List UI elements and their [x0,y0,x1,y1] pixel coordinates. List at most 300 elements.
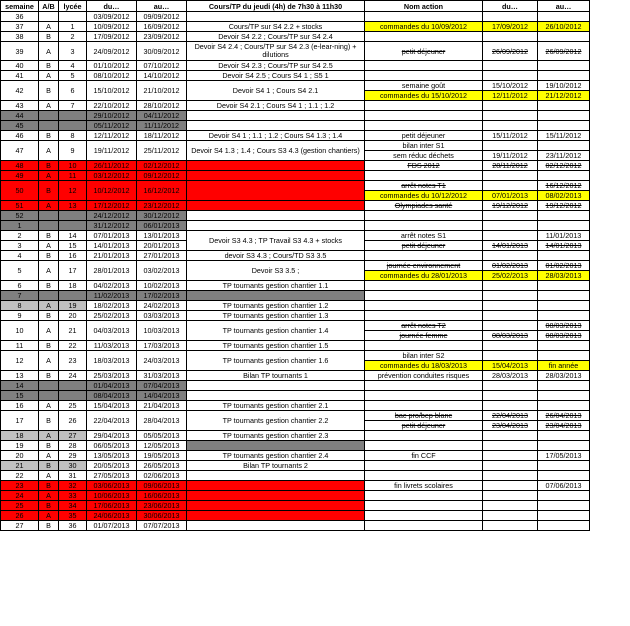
start-date-cell: 13/05/2013 [87,451,137,461]
action-name-cell [365,441,483,451]
action-start-cell [483,291,538,301]
action-start-cell [483,481,538,491]
table-row [1,221,590,231]
action-start-cell [483,121,538,131]
lycee-cell: 4 [59,61,87,71]
course-cell [187,12,365,22]
col-header-action: Nom action [365,1,483,12]
col-header-lycee: lycée [59,1,87,12]
action-end-cell [538,61,590,71]
ab-cell: A [39,261,59,281]
action-end-cell [538,351,590,361]
table-row [1,511,590,521]
action-end-cell: 02/12/2012 [538,161,590,171]
action-start-cell [483,341,538,351]
week-cell: 1 [1,221,39,231]
action-end-cell [538,501,590,511]
ab-cell: B [39,441,59,451]
action-name-cell: petit déjeuner [365,42,483,61]
table-row [1,381,590,391]
week-cell: 17 [1,411,39,431]
end-date-cell: 30/12/2012 [137,211,187,221]
course-cell: TP tournants gestion chantier 1.6 [187,351,365,371]
start-date-cell: 17/06/2013 [87,501,137,511]
table-row [1,251,590,261]
end-date-cell: 30/09/2012 [137,42,187,61]
week-cell: 27 [1,521,39,531]
action-end-cell: 01/02/2013 [538,261,590,271]
start-date-cell: 18/02/2013 [87,301,137,311]
week-cell: 7 [1,291,39,301]
action-end-cell [538,171,590,181]
course-cell [187,221,365,231]
lycee-cell: 5 [59,71,87,81]
end-date-cell: 02/12/2012 [137,161,187,171]
start-date-cell: 10/09/2012 [87,22,137,32]
action-end-cell [538,311,590,321]
action-end-cell: fin année [538,361,590,371]
action-end-cell [538,461,590,471]
table-row [1,111,590,121]
course-cell: TP tournants gestion chantier 2.1 [187,401,365,411]
action-name-cell: petit déjeuner [365,241,483,251]
action-end-cell [538,12,590,22]
end-date-cell: 02/06/2013 [137,471,187,481]
action-end-cell: 23/04/2013 [538,421,590,431]
action-start-cell: 15/11/2012 [483,131,538,141]
start-date-cell: 08/04/2013 [87,391,137,401]
end-date-cell: 09/12/2012 [137,171,187,181]
start-date-cell: 03/12/2012 [87,171,137,181]
ab-cell: B [39,61,59,71]
action-name-cell [365,251,483,261]
start-date-cell: 28/01/2013 [87,261,137,281]
table-row [1,141,590,151]
action-start-cell: 25/02/2013 [483,271,538,281]
ab-cell: A [39,511,59,521]
table-row [1,231,590,241]
action-start-cell: 22/04/2013 [483,411,538,421]
week-cell: 48 [1,161,39,171]
course-cell: Devoir S4 2.1 ; Cours S4 1 ; 1.1 ; 1.2 [187,101,365,111]
end-date-cell: 16/06/2013 [137,491,187,501]
action-end-cell: 08/03/2013 [538,321,590,331]
start-date-cell: 15/04/2013 [87,401,137,411]
course-cell [187,121,365,131]
end-date-cell: 09/06/2013 [137,481,187,491]
action-end-cell [538,521,590,531]
action-start-cell [483,61,538,71]
action-name-cell [365,381,483,391]
end-date-cell: 03/03/2013 [137,311,187,321]
action-start-cell: 17/09/2012 [483,22,538,32]
course-cell [187,291,365,301]
start-date-cell: 11/03/2013 [87,341,137,351]
end-date-cell: 31/03/2013 [137,371,187,381]
lycee-cell: 19 [59,301,87,311]
week-cell: 49 [1,171,39,181]
action-end-cell [538,221,590,231]
week-cell: 24 [1,491,39,501]
lycee-cell: 24 [59,371,87,381]
week-cell: 25 [1,501,39,511]
end-date-cell: 17/02/2013 [137,291,187,301]
action-end-cell [538,71,590,81]
ab-cell: A [39,42,59,61]
action-name-cell: bilan inter S1 [365,141,483,151]
ab-cell: A [39,401,59,411]
action-start-cell [483,101,538,111]
lycee-cell: 2 [59,32,87,42]
table-row [1,371,590,381]
lycee-cell: 31 [59,471,87,481]
week-cell: 4 [1,251,39,261]
ab-cell: B [39,521,59,531]
action-end-cell: 17/05/2013 [538,451,590,461]
lycee-cell: 17 [59,261,87,281]
ab-cell: B [39,231,59,241]
end-date-cell: 06/01/2013 [137,221,187,231]
ab-cell [39,291,59,301]
action-end-cell [538,431,590,441]
table-row [1,181,590,191]
week-cell: 8 [1,301,39,311]
action-end-cell: 21/12/2012 [538,91,590,101]
week-cell: 42 [1,81,39,101]
course-cell: TP tournants gestion chantier 1.3 [187,311,365,321]
table-row [1,301,590,311]
action-start-cell [483,141,538,151]
action-name-cell [365,501,483,511]
action-start-cell [483,171,538,181]
table-row [1,201,590,211]
end-date-cell: 09/09/2012 [137,12,187,22]
action-start-cell [483,521,538,531]
course-cell: TP tournants gestion chantier 1.4 [187,321,365,341]
course-cell [187,501,365,511]
lycee-cell: 12 [59,181,87,201]
start-date-cell: 29/10/2012 [87,111,137,121]
ab-cell [39,12,59,22]
action-name-cell [365,461,483,471]
action-name-cell [365,491,483,501]
week-cell: 12 [1,351,39,371]
end-date-cell: 26/05/2013 [137,461,187,471]
action-start-cell: 12/11/2012 [483,91,538,101]
action-name-cell [365,301,483,311]
action-start-cell [483,451,538,461]
lycee-cell: 1 [59,22,87,32]
action-end-cell: 28/03/2013 [538,371,590,381]
lycee-cell [59,221,87,231]
end-date-cell: 14/10/2012 [137,71,187,81]
lycee-cell: 16 [59,251,87,261]
action-start-cell [483,391,538,401]
action-name-cell: Olympiades santé [365,201,483,211]
end-date-cell: 04/11/2012 [137,111,187,121]
end-date-cell: 20/01/2013 [137,241,187,251]
action-name-cell [365,171,483,181]
table-row [1,341,590,351]
action-name-cell: prévention conduites risques [365,371,483,381]
ab-cell [39,111,59,121]
course-cell [187,211,365,221]
lycee-cell: 21 [59,321,87,341]
col-header-au: au… [137,1,187,12]
ab-cell: A [39,22,59,32]
table-row [1,71,590,81]
lycee-cell: 15 [59,241,87,251]
ab-cell: B [39,281,59,291]
start-date-cell: 18/03/2013 [87,351,137,371]
action-name-cell: arrêt notes T1 [365,181,483,191]
action-end-cell: 16/12/2012 [538,181,590,191]
planning-body [1,12,590,531]
course-cell: TP tournants gestion chantier 1.2 [187,301,365,311]
action-name-cell: journée environnement [365,261,483,271]
action-name-cell: bac pro/bep blanc [365,411,483,421]
end-date-cell: 28/04/2013 [137,411,187,431]
lycee-cell: 3 [59,42,87,61]
action-name-cell [365,511,483,521]
header-row [1,1,590,12]
action-name-cell: sem réduc déchets [365,151,483,161]
course-cell: TP tournants gestion chantier 1.1 [187,281,365,291]
ab-cell: A [39,241,59,251]
end-date-cell: 28/10/2012 [137,101,187,111]
start-date-cell: 12/11/2012 [87,131,137,141]
ab-cell: B [39,251,59,261]
course-cell [187,181,365,201]
ab-cell [39,381,59,391]
end-date-cell: 21/04/2013 [137,401,187,411]
ab-cell: A [39,201,59,211]
week-cell: 14 [1,381,39,391]
week-cell: 13 [1,371,39,381]
week-cell: 19 [1,441,39,451]
week-cell: 10 [1,321,39,341]
col-header-cours: Cours/TP du jeudi (4h) de 7h30 à 11h30 [187,1,365,12]
week-cell: 43 [1,101,39,111]
end-date-cell: 10/03/2013 [137,321,187,341]
ab-cell: B [39,81,59,101]
table-row [1,521,590,531]
ab-cell [39,211,59,221]
end-date-cell: 17/03/2013 [137,341,187,351]
week-cell: 11 [1,341,39,351]
action-name-cell [365,311,483,321]
table-row [1,281,590,291]
action-end-cell [538,401,590,411]
action-name-cell [365,471,483,481]
start-date-cell: 19/11/2012 [87,141,137,161]
action-name-cell [365,341,483,351]
start-date-cell: 08/10/2012 [87,71,137,81]
lycee-cell [59,12,87,22]
action-name-cell: bilan inter S2 [365,351,483,361]
start-date-cell: 22/04/2013 [87,411,137,431]
start-date-cell: 29/04/2013 [87,431,137,441]
action-name-cell [365,401,483,411]
course-cell: TP tournants gestion chantier 2.4 [187,451,365,461]
start-date-cell: 06/05/2013 [87,441,137,451]
action-end-cell [538,211,590,221]
ab-cell: B [39,501,59,511]
ab-cell: B [39,481,59,491]
col-header-ab: A/B [39,1,59,12]
action-start-cell: 28/11/2012 [483,161,538,171]
table-row [1,121,590,131]
lycee-cell: 10 [59,161,87,171]
action-name-cell: commandes du 15/10/2012 [365,91,483,101]
week-cell: 9 [1,311,39,321]
lycee-cell: 7 [59,101,87,111]
lycee-cell: 11 [59,171,87,181]
action-end-cell: 08/02/2013 [538,191,590,201]
week-cell: 26 [1,511,39,521]
ab-cell: B [39,371,59,381]
ab-cell: A [39,171,59,181]
action-end-cell: 26/10/2012 [538,22,590,32]
action-end-cell [538,391,590,401]
action-name-cell: arrêt notes T2 [365,321,483,331]
table-row [1,261,590,271]
course-cell [187,391,365,401]
week-cell: 2 [1,231,39,241]
action-start-cell [483,221,538,231]
end-date-cell: 18/11/2012 [137,131,187,141]
week-cell: 38 [1,32,39,42]
table-row [1,411,590,421]
course-cell [187,471,365,481]
ab-cell: A [39,141,59,161]
action-start-cell [483,441,538,451]
end-date-cell: 16/09/2012 [137,22,187,32]
end-date-cell: 23/06/2013 [137,501,187,511]
col-header-semaine: semaine [1,1,39,12]
lycee-cell: 33 [59,491,87,501]
action-end-cell [538,491,590,501]
course-cell: TP tournants gestion chantier 1.5 [187,341,365,351]
action-start-cell [483,431,538,441]
ab-cell: A [39,491,59,501]
course-cell: Devoir S4 2.2 ; Cours/TP sur S4 2.4 [187,32,365,42]
action-name-cell [365,61,483,71]
start-date-cell: 17/12/2012 [87,201,137,211]
action-start-cell [483,511,538,521]
action-start-cell [483,471,538,481]
end-date-cell: 24/03/2013 [137,351,187,371]
end-date-cell: 16/12/2012 [137,181,187,201]
week-cell: 36 [1,12,39,22]
lycee-cell: 26 [59,411,87,431]
start-date-cell: 10/06/2013 [87,491,137,501]
course-cell [187,171,365,181]
end-date-cell: 23/09/2012 [137,32,187,42]
end-date-cell: 19/05/2013 [137,451,187,461]
action-start-cell [483,211,538,221]
col-header-action-au: au… [538,1,590,12]
action-start-cell [483,71,538,81]
course-cell [187,381,365,391]
end-date-cell: 07/10/2012 [137,61,187,71]
action-start-cell: 15/10/2012 [483,81,538,91]
start-date-cell: 25/03/2013 [87,371,137,381]
table-row [1,461,590,471]
action-start-cell [483,181,538,191]
week-cell: 40 [1,61,39,71]
start-date-cell: 17/09/2012 [87,32,137,42]
action-end-cell: 11/01/2013 [538,231,590,241]
lycee-cell: 29 [59,451,87,461]
action-start-cell [483,381,538,391]
start-date-cell: 24/12/2012 [87,211,137,221]
week-cell: 3 [1,241,39,251]
action-name-cell [365,71,483,81]
week-cell: 5 [1,261,39,281]
end-date-cell: 10/02/2013 [137,281,187,291]
course-cell: Bilan TP tournants 1 [187,371,365,381]
action-end-cell [538,111,590,121]
action-start-cell [483,491,538,501]
start-date-cell: 15/10/2012 [87,81,137,101]
lycee-cell: 9 [59,141,87,161]
course-cell: Bilan TP tournants 2 [187,461,365,471]
ab-cell [39,391,59,401]
week-cell: 45 [1,121,39,131]
table-row [1,171,590,181]
action-start-cell [483,301,538,311]
action-end-cell [538,341,590,351]
table-row [1,491,590,501]
start-date-cell: 01/10/2012 [87,61,137,71]
week-cell: 15 [1,391,39,401]
action-end-cell [538,301,590,311]
table-row [1,101,590,111]
week-cell: 47 [1,141,39,161]
start-date-cell: 24/06/2013 [87,511,137,521]
table-row [1,81,590,91]
action-name-cell: commandes du 18/03/2013 [365,361,483,371]
table-row [1,42,590,61]
ab-cell: B [39,411,59,431]
course-cell: devoir S3 4.3 ; Cours/TD S3 3.5 [187,251,365,261]
start-date-cell: 01/04/2013 [87,381,137,391]
course-cell [187,161,365,171]
action-start-cell [483,501,538,511]
ab-cell: B [39,461,59,471]
ab-cell: A [39,101,59,111]
action-end-cell [538,441,590,451]
action-start-cell: 19/11/2012 [483,151,538,161]
ab-cell: A [39,471,59,481]
action-start-cell [483,251,538,261]
table-row [1,451,590,461]
action-end-cell: 07/06/2013 [538,481,590,491]
end-date-cell: 25/11/2012 [137,141,187,161]
action-start-cell: 28/03/2013 [483,371,538,381]
course-cell [187,521,365,531]
lycee-cell: 28 [59,441,87,451]
table-row [1,291,590,301]
table-row [1,321,590,331]
start-date-cell: 01/07/2013 [87,521,137,531]
action-name-cell [365,32,483,42]
action-name-cell [365,101,483,111]
lycee-cell: 25 [59,401,87,411]
action-start-cell [483,321,538,331]
action-start-cell [483,351,538,361]
